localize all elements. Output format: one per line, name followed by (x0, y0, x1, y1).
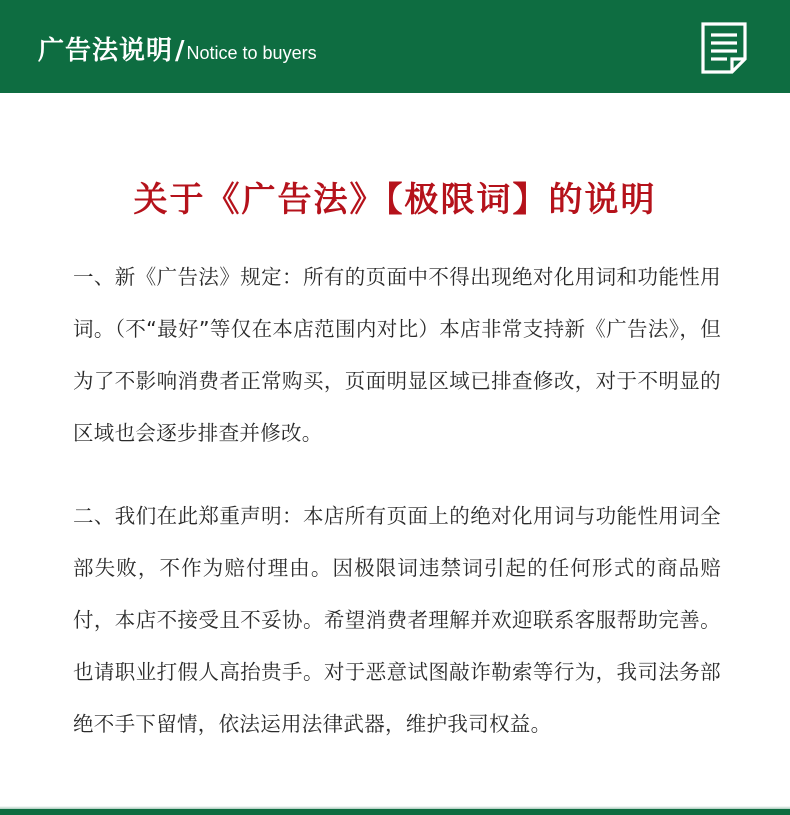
notice-paragraph-2: 二、我们在此郑重声明：本店所有页面上的绝对化用词与功能性用词全部失败，不作为赔付理由。因极限词违禁词引起的任何形式的商品赔付，本店不接受且不妥协。希望消费者理解并欢迎联系客服帮助完善。也请职业打假人高抬贵手。对于恶意试图敲诈勒索等行为，我司法务部绝不手下留情，依法运用法律武器，维护我司权益。 (73, 504, 721, 736)
header-band (0, 0, 790, 93)
header-title-en: Notice to buyers (186, 43, 317, 63)
header-title-cn: 广告法说明 (38, 36, 174, 66)
notice-paragraph-1: 一、新《广告法》规定：所有的页面中不得出现绝对化用词和功能性用词。（不“最好”等仅在本店范围内对比）本店非常支持新《广告法》，但为了不影响消费者正常购买，页面明显区域已排查修改，对于不明显的区域也会逐步排查并修改。 (73, 265, 721, 445)
header-separator: / (175, 36, 185, 66)
document-icon (700, 21, 748, 75)
footer-band (0, 809, 790, 815)
header-title (38, 30, 317, 70)
page-title: 关于《广告法》【极限词】的说明 (133, 179, 657, 220)
